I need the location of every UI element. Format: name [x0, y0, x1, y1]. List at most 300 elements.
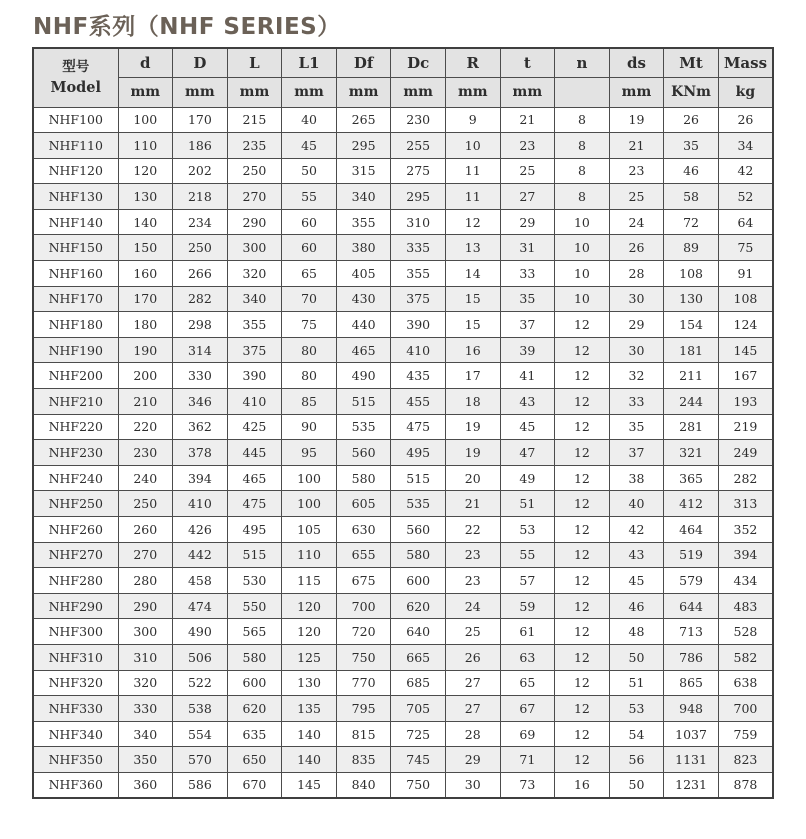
value-cell: 425: [227, 414, 282, 440]
column-header-mt: Mt: [664, 48, 719, 77]
value-cell: 1231: [664, 772, 719, 798]
value-cell: 150: [118, 235, 173, 261]
column-header-model: [33, 48, 118, 107]
value-cell: 91: [718, 261, 773, 287]
value-cell: 310: [118, 644, 173, 670]
value-cell: 10: [555, 261, 610, 287]
value-cell: 37: [500, 312, 555, 338]
value-cell: 878: [718, 772, 773, 798]
value-cell: 11: [445, 158, 500, 184]
value-cell: 550: [227, 593, 282, 619]
value-cell: 700: [718, 696, 773, 722]
value-cell: 135: [282, 696, 337, 722]
model-cell: NHF140: [33, 209, 118, 235]
value-cell: 640: [391, 619, 446, 645]
value-cell: 55: [282, 184, 337, 210]
value-cell: 110: [118, 133, 173, 159]
value-cell: 346: [173, 389, 228, 415]
model-cell: NHF240: [33, 465, 118, 491]
value-cell: 335: [391, 235, 446, 261]
value-cell: 40: [282, 107, 337, 133]
value-cell: 48: [609, 619, 664, 645]
value-cell: 282: [718, 465, 773, 491]
value-cell: 474: [173, 593, 228, 619]
value-cell: 490: [336, 363, 391, 389]
model-cell: NHF250: [33, 491, 118, 517]
value-cell: 11: [445, 184, 500, 210]
value-cell: 560: [336, 440, 391, 466]
value-cell: 19: [609, 107, 664, 133]
value-cell: 530: [227, 568, 282, 594]
value-cell: 215: [227, 107, 282, 133]
model-cell: NHF230: [33, 440, 118, 466]
value-cell: 265: [336, 107, 391, 133]
value-cell: 12: [555, 440, 610, 466]
value-cell: 490: [173, 619, 228, 645]
value-cell: 108: [718, 286, 773, 312]
value-cell: 12: [555, 568, 610, 594]
model-cell: NHF270: [33, 542, 118, 568]
value-cell: 54: [609, 721, 664, 747]
value-cell: 445: [227, 440, 282, 466]
model-cell: NHF280: [33, 568, 118, 594]
value-cell: 394: [173, 465, 228, 491]
value-cell: 12: [555, 619, 610, 645]
model-label-cn: 型号: [62, 58, 90, 75]
value-cell: 218: [173, 184, 228, 210]
value-cell: 21: [609, 133, 664, 159]
value-cell: 130: [664, 286, 719, 312]
value-cell: 465: [227, 465, 282, 491]
value-cell: 45: [609, 568, 664, 594]
column-header-mass: Mass: [718, 48, 773, 77]
value-cell: 26: [609, 235, 664, 261]
value-cell: 120: [282, 593, 337, 619]
value-cell: 528: [718, 619, 773, 645]
table-row: [33, 107, 773, 133]
column-header-ds: ds: [609, 48, 664, 77]
model-cell: NHF220: [33, 414, 118, 440]
value-cell: 455: [391, 389, 446, 415]
value-cell: 25: [445, 619, 500, 645]
value-cell: 170: [173, 107, 228, 133]
value-cell: 89: [664, 235, 719, 261]
value-cell: 620: [227, 696, 282, 722]
value-cell: 31: [500, 235, 555, 261]
value-cell: 300: [227, 235, 282, 261]
table-row: [33, 363, 773, 389]
table-row: [33, 465, 773, 491]
value-cell: 295: [391, 184, 446, 210]
value-cell: 600: [391, 568, 446, 594]
table-row: [33, 133, 773, 159]
value-cell: 720: [336, 619, 391, 645]
value-cell: 52: [718, 184, 773, 210]
value-cell: 375: [227, 337, 282, 363]
value-cell: 12: [555, 491, 610, 517]
value-cell: 154: [664, 312, 719, 338]
value-cell: 10: [555, 235, 610, 261]
value-cell: 49: [500, 465, 555, 491]
value-cell: 108: [664, 261, 719, 287]
value-cell: 745: [391, 747, 446, 773]
value-cell: 1037: [664, 721, 719, 747]
table-row: [33, 337, 773, 363]
value-cell: 700: [336, 593, 391, 619]
column-unit-d: mm: [173, 77, 228, 107]
value-cell: 47: [500, 440, 555, 466]
model-cell: NHF300: [33, 619, 118, 645]
value-cell: 58: [664, 184, 719, 210]
value-cell: 219: [718, 414, 773, 440]
column-unit-l: mm: [227, 77, 282, 107]
value-cell: 865: [664, 670, 719, 696]
column-unit-r: mm: [445, 77, 500, 107]
value-cell: 355: [336, 209, 391, 235]
value-cell: 8: [555, 158, 610, 184]
model-cell: NHF350: [33, 747, 118, 773]
model-cell: NHF110: [33, 133, 118, 159]
model-cell: NHF190: [33, 337, 118, 363]
value-cell: 23: [609, 158, 664, 184]
value-cell: 105: [282, 517, 337, 543]
value-cell: 124: [718, 312, 773, 338]
value-cell: 235: [227, 133, 282, 159]
value-cell: 59: [500, 593, 555, 619]
table-row: [33, 721, 773, 747]
value-cell: 644: [664, 593, 719, 619]
value-cell: 12: [555, 670, 610, 696]
value-cell: 655: [336, 542, 391, 568]
value-cell: 25: [500, 158, 555, 184]
value-cell: 200: [118, 363, 173, 389]
value-cell: 394: [718, 542, 773, 568]
value-cell: 28: [609, 261, 664, 287]
value-cell: 320: [118, 670, 173, 696]
value-cell: 42: [609, 517, 664, 543]
value-cell: 12: [555, 312, 610, 338]
table-row: [33, 619, 773, 645]
value-cell: 230: [391, 107, 446, 133]
value-cell: 16: [445, 337, 500, 363]
value-cell: 685: [391, 670, 446, 696]
table-row: [33, 670, 773, 696]
value-cell: 28: [445, 721, 500, 747]
table-row: [33, 235, 773, 261]
value-cell: 46: [609, 593, 664, 619]
value-cell: 815: [336, 721, 391, 747]
value-cell: 53: [609, 696, 664, 722]
value-cell: 29: [609, 312, 664, 338]
value-cell: 15: [445, 312, 500, 338]
value-cell: 167: [718, 363, 773, 389]
model-cell: NHF360: [33, 772, 118, 798]
table-row: [33, 184, 773, 210]
value-cell: 713: [664, 619, 719, 645]
value-cell: 320: [227, 261, 282, 287]
value-cell: 260: [118, 517, 173, 543]
value-cell: 380: [336, 235, 391, 261]
value-cell: 230: [118, 440, 173, 466]
table-row: [33, 312, 773, 338]
value-cell: 34: [718, 133, 773, 159]
value-cell: 30: [609, 337, 664, 363]
value-cell: 19: [445, 440, 500, 466]
value-cell: 140: [118, 209, 173, 235]
value-cell: 40: [609, 491, 664, 517]
table-row: [33, 261, 773, 287]
value-cell: 190: [118, 337, 173, 363]
value-cell: 10: [555, 209, 610, 235]
value-cell: 220: [118, 414, 173, 440]
value-cell: 69: [500, 721, 555, 747]
value-cell: 50: [609, 644, 664, 670]
value-cell: 275: [391, 158, 446, 184]
value-cell: 823: [718, 747, 773, 773]
value-cell: 14: [445, 261, 500, 287]
value-cell: 266: [173, 261, 228, 287]
value-cell: 580: [227, 644, 282, 670]
value-cell: 483: [718, 593, 773, 619]
value-cell: 100: [118, 107, 173, 133]
table-row: [33, 414, 773, 440]
value-cell: 39: [500, 337, 555, 363]
value-cell: 365: [664, 465, 719, 491]
column-unit-l1: mm: [282, 77, 337, 107]
model-cell: NHF310: [33, 644, 118, 670]
value-cell: 32: [609, 363, 664, 389]
value-cell: 202: [173, 158, 228, 184]
value-cell: 750: [336, 644, 391, 670]
value-cell: 410: [227, 389, 282, 415]
column-header-l1: L1: [282, 48, 337, 77]
value-cell: 41: [500, 363, 555, 389]
value-cell: 244: [664, 389, 719, 415]
value-cell: 63: [500, 644, 555, 670]
value-cell: 80: [282, 363, 337, 389]
value-cell: 390: [391, 312, 446, 338]
value-cell: 580: [391, 542, 446, 568]
value-cell: 442: [173, 542, 228, 568]
value-cell: 20: [445, 465, 500, 491]
value-cell: 665: [391, 644, 446, 670]
value-cell: 51: [609, 670, 664, 696]
model-cell: NHF200: [33, 363, 118, 389]
value-cell: 434: [718, 568, 773, 594]
value-cell: 426: [173, 517, 228, 543]
model-label-en: Model: [50, 79, 102, 97]
value-cell: 519: [664, 542, 719, 568]
value-cell: 193: [718, 389, 773, 415]
value-cell: 795: [336, 696, 391, 722]
value-cell: 80: [282, 337, 337, 363]
model-cell: NHF290: [33, 593, 118, 619]
value-cell: 535: [336, 414, 391, 440]
value-cell: 130: [118, 184, 173, 210]
table-row: [33, 542, 773, 568]
value-cell: 110: [282, 542, 337, 568]
value-cell: 586: [173, 772, 228, 798]
value-cell: 23: [445, 542, 500, 568]
value-cell: 160: [118, 261, 173, 287]
value-cell: 37: [609, 440, 664, 466]
value-cell: 515: [391, 465, 446, 491]
value-cell: 495: [227, 517, 282, 543]
model-cell: NHF170: [33, 286, 118, 312]
model-cell: NHF340: [33, 721, 118, 747]
value-cell: 43: [609, 542, 664, 568]
table-row: [33, 772, 773, 798]
model-cell: NHF320: [33, 670, 118, 696]
value-cell: 314: [173, 337, 228, 363]
value-cell: 100: [282, 491, 337, 517]
model-cell: NHF130: [33, 184, 118, 210]
column-unit-ds: mm: [609, 77, 664, 107]
value-cell: 948: [664, 696, 719, 722]
column-header-d: D: [173, 48, 228, 77]
value-cell: 280: [118, 568, 173, 594]
value-cell: 120: [118, 158, 173, 184]
model-cell: NHF100: [33, 107, 118, 133]
value-cell: 410: [391, 337, 446, 363]
value-cell: 250: [173, 235, 228, 261]
column-unit-mt: KNm: [664, 77, 719, 107]
value-cell: 378: [173, 440, 228, 466]
value-cell: 170: [118, 286, 173, 312]
value-cell: 495: [391, 440, 446, 466]
value-cell: 515: [336, 389, 391, 415]
value-cell: 12: [555, 593, 610, 619]
value-cell: 330: [118, 696, 173, 722]
value-cell: 750: [391, 772, 446, 798]
table-header: [33, 48, 773, 107]
value-cell: 53: [500, 517, 555, 543]
value-cell: 13: [445, 235, 500, 261]
value-cell: 440: [336, 312, 391, 338]
value-cell: 630: [336, 517, 391, 543]
value-cell: 375: [391, 286, 446, 312]
value-cell: 360: [118, 772, 173, 798]
value-cell: 580: [336, 465, 391, 491]
column-unit-t: mm: [500, 77, 555, 107]
value-cell: 315: [336, 158, 391, 184]
value-cell: 180: [118, 312, 173, 338]
value-cell: 12: [555, 696, 610, 722]
value-cell: 42: [718, 158, 773, 184]
model-cell: NHF150: [33, 235, 118, 261]
model-cell: NHF180: [33, 312, 118, 338]
value-cell: 340: [227, 286, 282, 312]
value-cell: 72: [664, 209, 719, 235]
value-cell: 515: [227, 542, 282, 568]
value-cell: 186: [173, 133, 228, 159]
value-cell: 310: [391, 209, 446, 235]
value-cell: 30: [609, 286, 664, 312]
value-cell: 17: [445, 363, 500, 389]
value-cell: 8: [555, 107, 610, 133]
value-cell: 16: [555, 772, 610, 798]
value-cell: 522: [173, 670, 228, 696]
value-cell: 12: [555, 363, 610, 389]
value-cell: 340: [118, 721, 173, 747]
value-cell: 23: [500, 133, 555, 159]
value-cell: 300: [118, 619, 173, 645]
value-cell: 18: [445, 389, 500, 415]
value-cell: 635: [227, 721, 282, 747]
value-cell: 570: [173, 747, 228, 773]
value-cell: 64: [718, 209, 773, 235]
value-cell: 535: [391, 491, 446, 517]
value-cell: 19: [445, 414, 500, 440]
value-cell: 95: [282, 440, 337, 466]
value-cell: 9: [445, 107, 500, 133]
table-row: [33, 491, 773, 517]
value-cell: 60: [282, 209, 337, 235]
value-cell: 579: [664, 568, 719, 594]
value-cell: 125: [282, 644, 337, 670]
table-row: [33, 440, 773, 466]
value-cell: 582: [718, 644, 773, 670]
table-row: [33, 747, 773, 773]
value-cell: 250: [118, 491, 173, 517]
value-cell: 465: [336, 337, 391, 363]
value-cell: 27: [445, 670, 500, 696]
value-cell: 650: [227, 747, 282, 773]
value-cell: 412: [664, 491, 719, 517]
table-row: [33, 644, 773, 670]
page-title: NHF系列（NHF SERIES）: [33, 14, 341, 40]
value-cell: 281: [664, 414, 719, 440]
value-cell: 605: [336, 491, 391, 517]
value-cell: 45: [500, 414, 555, 440]
model-cell: NHF330: [33, 696, 118, 722]
value-cell: 350: [118, 747, 173, 773]
value-cell: 12: [555, 414, 610, 440]
nhf-spec-table: [32, 47, 774, 799]
value-cell: 10: [555, 286, 610, 312]
value-cell: 12: [555, 389, 610, 415]
value-cell: 12: [555, 337, 610, 363]
value-cell: 12: [555, 721, 610, 747]
value-cell: 24: [609, 209, 664, 235]
value-cell: 51: [500, 491, 555, 517]
value-cell: 55: [500, 542, 555, 568]
value-cell: 10: [445, 133, 500, 159]
value-cell: 75: [718, 235, 773, 261]
value-cell: 458: [173, 568, 228, 594]
value-cell: 145: [282, 772, 337, 798]
column-unit-d: mm: [118, 77, 173, 107]
table-row: [33, 696, 773, 722]
value-cell: 249: [718, 440, 773, 466]
value-cell: 250: [227, 158, 282, 184]
value-cell: 21: [445, 491, 500, 517]
value-cell: 560: [391, 517, 446, 543]
column-unit-df: mm: [336, 77, 391, 107]
value-cell: 75: [282, 312, 337, 338]
value-cell: 73: [500, 772, 555, 798]
value-cell: 29: [500, 209, 555, 235]
column-header-n: n: [555, 48, 610, 77]
value-cell: 390: [227, 363, 282, 389]
table-row: [33, 517, 773, 543]
value-cell: 725: [391, 721, 446, 747]
value-cell: 12: [555, 542, 610, 568]
column-header-l: L: [227, 48, 282, 77]
table-row: [33, 568, 773, 594]
value-cell: 35: [664, 133, 719, 159]
value-cell: 12: [555, 517, 610, 543]
